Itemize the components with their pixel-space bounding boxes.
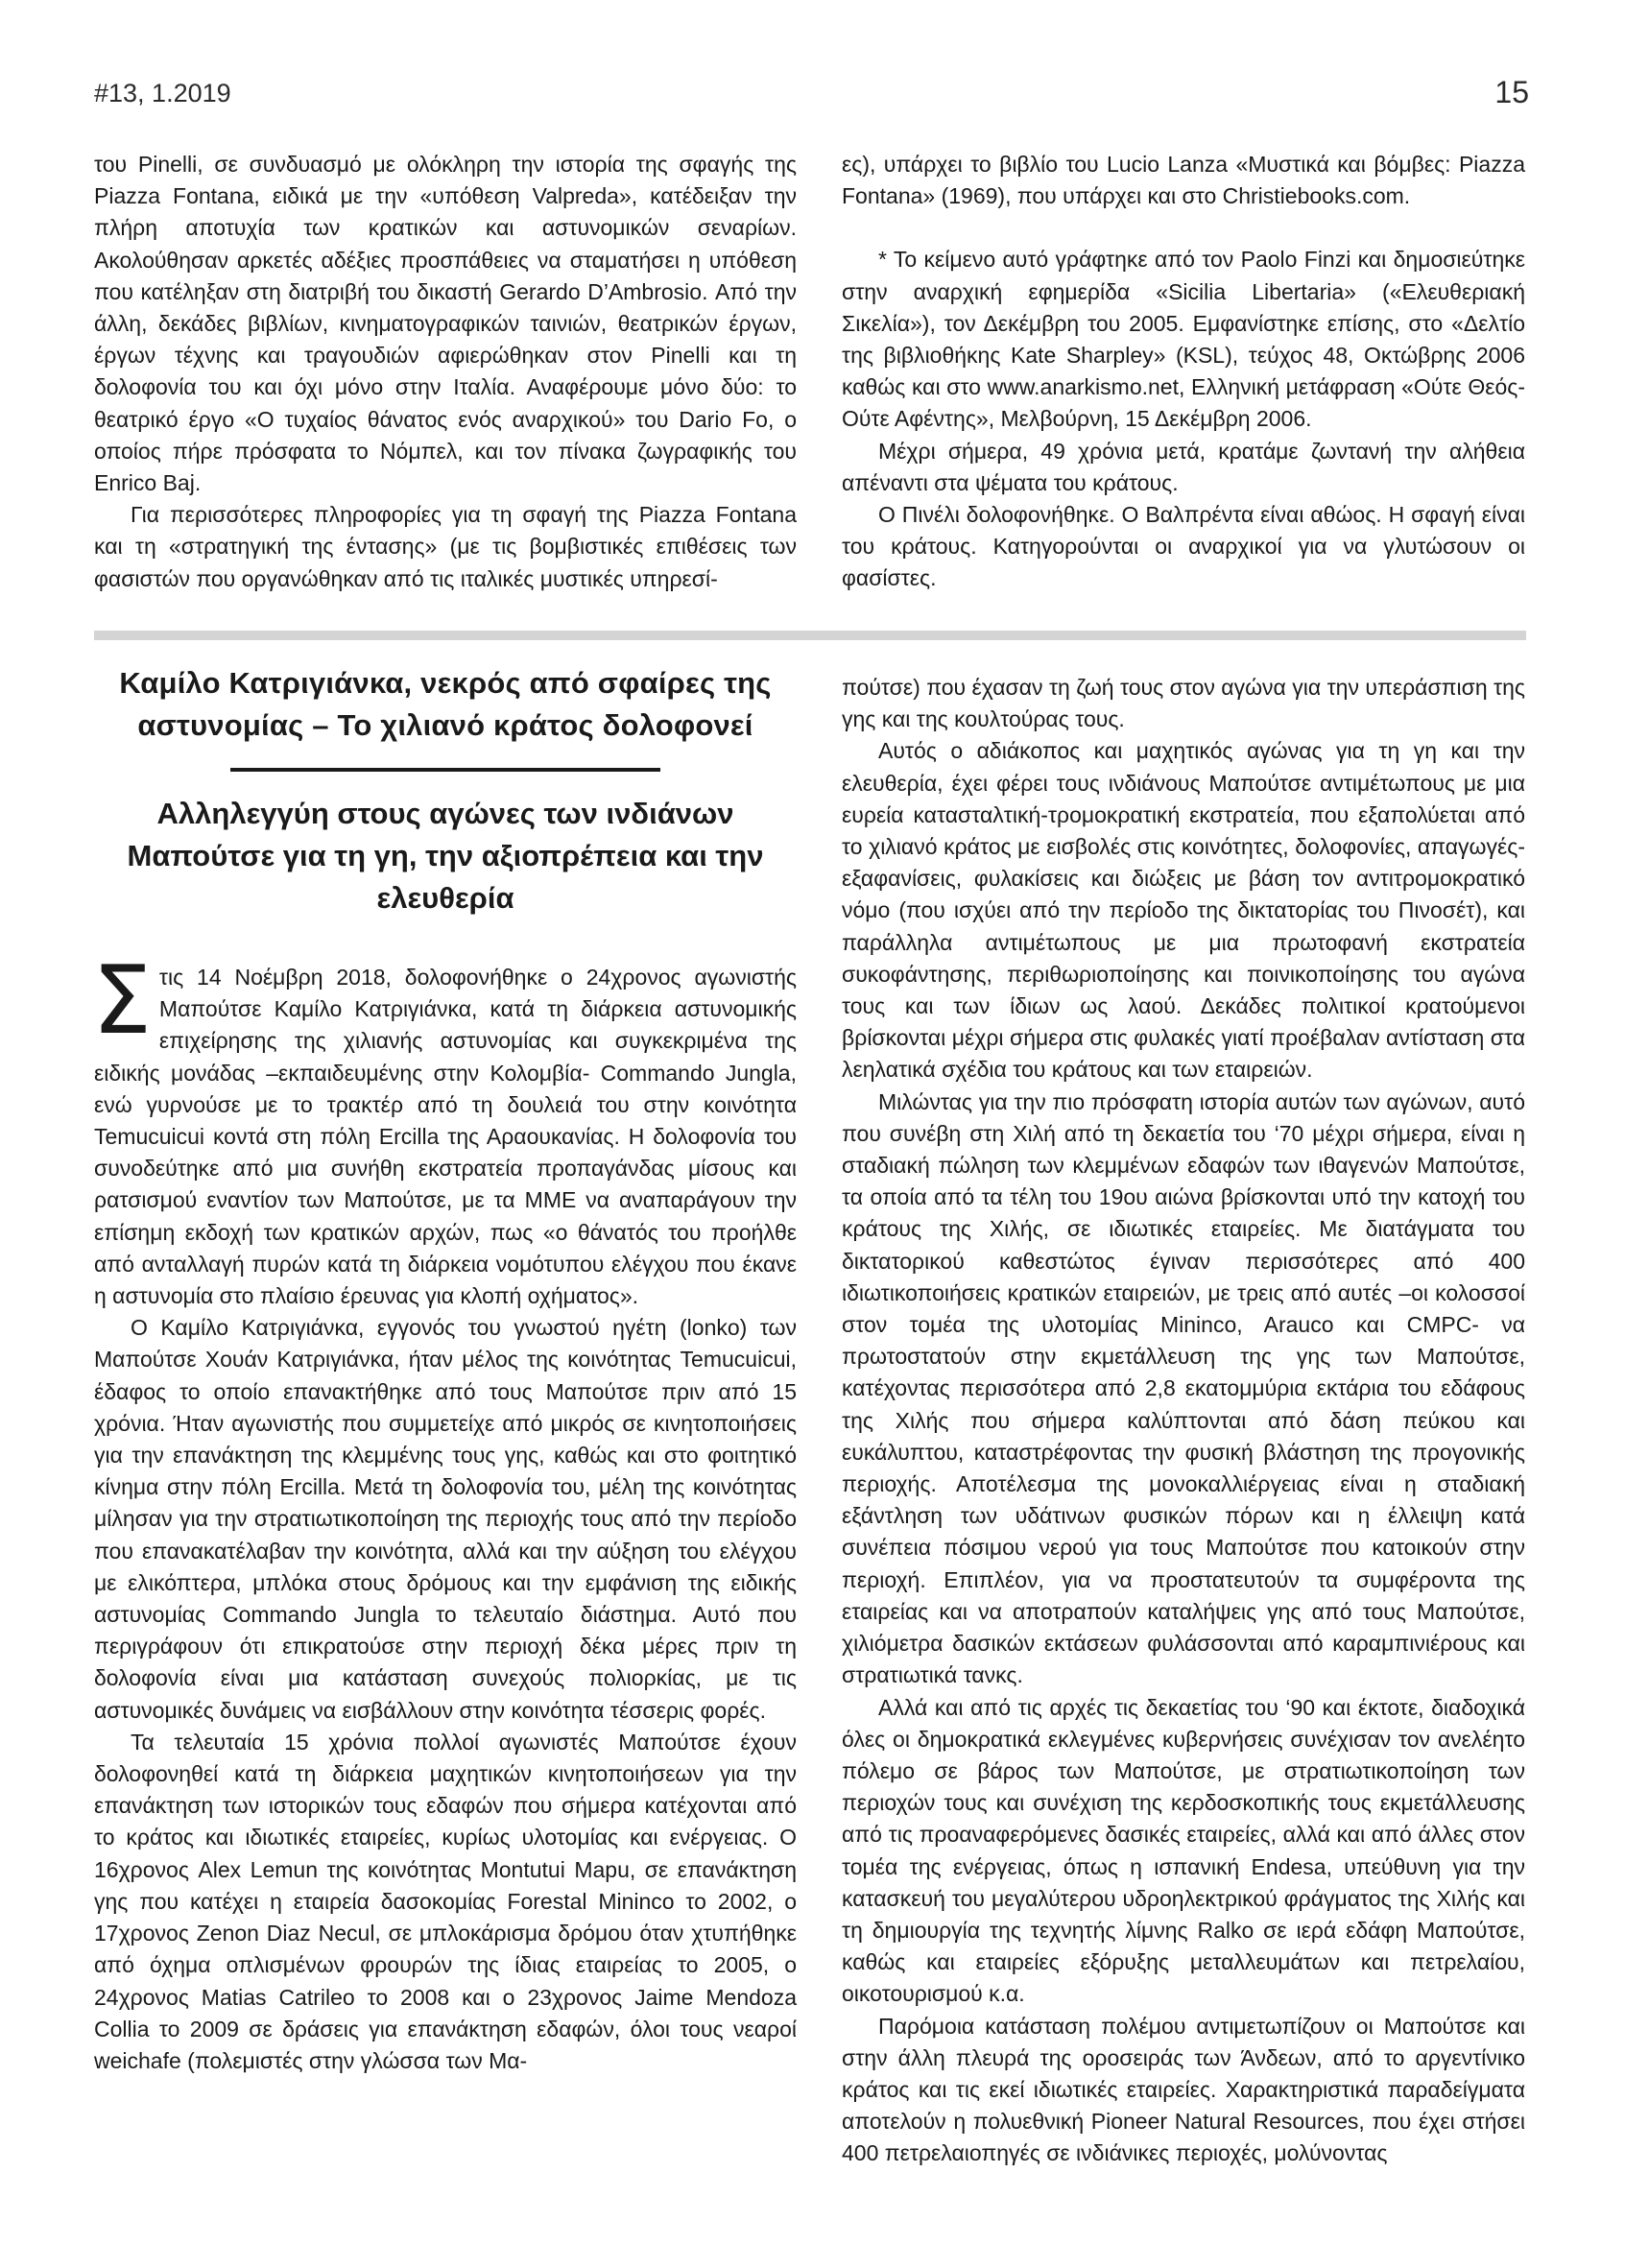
issue-label: #13, 1.2019 xyxy=(94,79,231,107)
article-left-column xyxy=(92,946,797,2077)
page-number: 15 xyxy=(1494,75,1529,109)
paragraph: Αυτός ο αδιάκοπος και μαχητικός αγώνας για τη γη και την ελευθερία, έχει φέρει τους ινδιάνους Μαπούτσε αντιμέτωπους με μια ευρεία κατασταλτική-τρομοκρατική εκστρατεία, που εξαπολύεται από το χιλιανό κράτος με εισβολές στις κοινότητες, δολοφονίες, απαγωγές-εξαφανίσεις, φυλακίσεις και διώξεις με βάση τον αντιτρομοκρατικό νόμο (που ισχύει από την περίοδο της δικτατορίας του Πινοσέτ), και παράλληλα αντιμέτωπους με μια πρωτοφανή εκστρατεία συκοφάντησης, περιθωριοποίησης και ποινικοποίησης του αγώνα τους και των ίδιων ως λαού. Δεκάδες πολιτικοί κρατούμενοι βρίσκονται μέχρι σήμερα στις φυλακές γιατί προέβαλαν αντίσταση στα λεηλατικά σχέδια του κράτους και των εταιρειών. xyxy=(842,738,1525,1083)
drop-cap: Σ xyxy=(92,946,152,1056)
paragraph: Ο Καμίλο Κατριγιάνκα, εγγονός του γνωστού ηγέτη (lonko) των Μαπούτσε Χουάν Κατριγιάνκα, ήταν μέλος της κοινότητας Temucuicui, έδαφος το οποίο επανακτήθηκε από τους Μαπούτσε πριν από 15 χρόνια. Ήταν αγωνιστής που συμμετείχε από μικρός σε κινητοποιήσεις για την επανάκτηση της κλεμμένης τους γης, καθώς και στο φοιτητικό κίνημα στην πόλη Ercilla. Μετά τη δολοφονία του, μέλη της κοινότητας μίλησαν για την στρατιωτικοποίηση της περιοχής τους από την περίοδο που επανακατέλαβαν την κοινότητα, αλλά και την αύξηση του ελέγχου με ελικόπτερα, μπλόκα στους δρόμους και την εμφάνιση της ειδικής αστυνομίας Commando Jungla το τελευταίο διάστημα. Αυτό που περιγράφουν ότι επικρατούσε στην περιοχή δέκα μέρες πριν τη δολοφονία είναι μια κατάσταση συνεχούς πολιορκίας, με τις αστυνομικές δυνάμεις να εισβάλλουν στην κοινότητα τέσσερις φορές. xyxy=(94,1315,797,1723)
paragraph: πούτσε) που έχασαν τη ζωή τους στον αγώνα για την υπεράσπιση της γης και της κουλτούρας τους. xyxy=(842,675,1525,732)
article-subtitle: Αλληλεγγύη στους αγώνες των ινδιάνων Μαπούτσε για τη γη, την αξιοπρέπεια και την ελευθερία xyxy=(127,797,764,915)
paragraph: Ο Πινέλι δολοφονήθηκε. Ο Βαλπρέντα είναι αθώος. Η σφαγή είναι του κράτους. Κατηγορούνται οι αναρχικοί για να γλυτώσουν οι φασίστες. xyxy=(842,502,1525,591)
paragraph: ες), υπάρχει το βιβλίο του Lucio Lanza «Μυστικά και βόμβες: Piazza Fontana» (1969), που υπάρχει και στο Christiebooks.com. xyxy=(842,152,1525,209)
paragraph: του Pinelli, σε συνδυασμό με ολόκληρη την ιστορία της σφαγής της Piazza Fontana, ειδικά με την «υπόθεση Valpreda», κατέδειξαν την πλήρη αποτυχία των κρατικών και αστυνομικών σεναρίων. Ακολούθησαν αρκετές αδέξιες προσπάθειες να σταματήσει η υπόθεση που κατέληξαν στη διατριβή του δικαστή Gerardo D’Ambrosio. Από την άλλη, δεκάδες βιβλίων, κινηματογραφικών ταινιών, θεατρικών έργων, έργων τέχνης και τραγουδιών αφιερώθηκαν στον Pinelli και τη δολοφονία του και όχι μόνο στην Ιταλία. Αναφέρουμε μόνο δύο: το θεατρικό έργο «Ο τυχαίος θάνατος ενός αναρχικού» του Dario Fo, ο οποίος πήρε πρόσφατα το Νόμπελ, και τον πίνακα ζωγραφικής του Enrico Baj. xyxy=(94,152,797,496)
top-left-column xyxy=(94,149,797,595)
paragraph: Για περισσότερες πληροφορίες για τη σφαγή της Piazza Fontana και τη «στρατηγική της έντασης» (με τις βομβιστικές επιθέσεις των φασιστών που οργανώθηκαν από τις ιταλικές μυστικές υπηρεσί- xyxy=(94,502,797,591)
paragraph: Μέχρι σήμερα, 49 χρόνια μετά, κρατάμε ζωντανή την αλήθεια απέναντι στα ψέματα του κράτους. xyxy=(842,438,1525,495)
paragraph xyxy=(92,946,797,1312)
paragraph: Μιλώντας για την πιο πρόσφατη ιστορία αυτών των αγώνων, αυτό που συνέβη στη Χιλή από τη δεκαετία του ‘70 μέχρι σήμερα, είναι η σταδιακή πώληση των κλεμμένων εδαφών των ιθαγενών Μαπούτσε, τα οποία από τα τέλη του 19ου αιώνα βρίσκονται υπό την κατοχή του κράτους της Χιλής, σε ιδιωτικές εταιρείες. Με διατάγματα του δικτατορικού καθεστώτος έγιναν περισσότερες από 400 ιδιωτικοποιήσεις κρατικών εταιρειών, με τρεις από αυτές –οι κολοσσοί στον τομέα της υλοτομίας Mininco, Arauco και CMPC- να πρωτοστατούν στην εκμετάλλευση της γης των Μαπούτσε, κατέχοντας περισσότερα από 2,8 εκατομμύρια εκτάρια του εδάφους της Χιλής που σήμερα καλύπτονται από δάση πεύκου και ευκάλυπτου, καταστρέφοντας την φυσική βλάστηση της προγονικής περιοχής. Αποτέλεσμα της μονοκαλλιέργειας είναι η σταδιακή εξάντληση των υδάτινων φυσικών πόρων και η έλλειψη κατά συνέπεια πόσιμου νερού για τους Μαπούτσε που κατοικούν στην περιοχή. Επιπλέον, για να προστατευτούν τα συμφέροντα της εταιρείας και να αποτραπούν καταλήψεις γης από τους Μαπούτσε, χιλιόμετρα δασικών εκτάσεων φυλάσσονται από καραμπινιέρους και στρατιωτικά τανκς. xyxy=(842,1088,1525,1688)
paragraph: Τα τελευταία 15 χρόνια πολλοί αγωνιστές Μαπούτσε έχουν δολοφονηθεί κατά τη διάρκεια μαχητικών κινητοποιήσεων για την επανάκτηση των ιστορικών τους εδαφών που σήμερα κατέχονται από το κράτος και ιδιωτικές εταιρείες, κυρίως υλοτομίας και ενέργειας. Ο 16χρονος Alex Lemun της κοινότητας Montutui Mapu, σε επανάκτηση γης που κατέχει η εταιρεία δασοκομίας Forestal Mininco το 2002, ο 17χρονος Zenon Diaz Necul, σε μπλοκάρισμα δρόμου όταν χτυπήθηκε από όχημα οπλισμένων φρουρών της ίδιας εταιρείας το 2005, ο 24χρονος Matias Catrileo το 2008 και ο 23χρονος Jaime Mendoza Collia το 2009 σε δράσεις για επανάκτηση εδαφών, όλοι τους νεαροί weichafe (πολεμιστές στην γλώσσα των Μα- xyxy=(94,1729,797,2073)
article-headline-block xyxy=(94,662,797,919)
lead-paragraph-text: τις 14 Νοέμβρη 2018, δολοφονήθηκε ο 24χρονος αγωνιστής Μαπούτσε Καμίλο Κατριγιάνκα, κατά τη διάρκεια αστυνομικής επιχείρησης της χιλιανής αστυνομίας και συγκεκριμένα της ειδικής μονάδας –εκπαιδευμένης στην Κολομβία- Commando Jungla, ενώ γυρνούσε με το τρακτέρ από τη δουλειά του στην κοινότητα Temucuicui κοντά στη πόλη Ercilla της Αραουκανίας. Η δολοφονία του συνοδεύτηκε από μια συνήθη εκστρατεία προπαγάνδας μίσους και ρατσισμού εναντίον των Μαπούτσε, με τα ΜΜΕ να αναπαράγουν την επίσημη εκδοχή των κρατικών αρχών, πως «ο θάνατός του προήλθε από ανταλλαγή πυρών κατά τη διάρκεια νομότυπου ελέγχου που έκανε η αστυνομία στο πλαίσιο έρευνας για κλοπή οχήματος». xyxy=(94,965,797,1309)
headline-rule xyxy=(230,768,660,772)
article-right-column xyxy=(842,672,1525,2170)
article-title: Καμίλο Κατριγιάνκα, νεκρός από σφαίρες της αστυνομίας – Το χιλιανό κράτος δολοφονεί xyxy=(119,666,772,742)
top-right-column xyxy=(842,149,1525,595)
paragraph: Παρόμοια κατάσταση πολέμου αντιμετωπίζουν οι Μαπούτσε και στην άλλη πλευρά της οροσειράς των Άνδεων, από το αργεντίνικο κράτος και τις εκεί ιδιωτικές εταιρείες. Χαρακτηριστικά παραδείγματα αποτελούν η πολυεθνική Pioneer Natural Resources, που έχει στήσει 400 πετρελαιοπηγές σε ινδιάνικες περιοχές, μολύνοντας xyxy=(842,2013,1525,2166)
paragraph: Αλλά και από τις αρχές τις δεκαετίας του ‘90 και έκτοτε, διαδοχικά όλες οι δημοκρατικά εκλεγμένες κυβερνήσεις συνέχισαν τον ανελέητο πόλεμο σε βάρος των Μαπούτσε, με στρατιωτικοποίηση των περιοχών τους και συνέχιση της κερδοσκοπικής τους εκμετάλλευσης από τις προαναφερόμενες δασικές εταιρείες, αλλά και από άλλες στον τομέα της ενέργειας, όπως η ισπανική Endesa, υπεύθυνη για την κατασκευή του μεγαλύτερου υδροηλεκτρικού φράγματος της Χιλής και τη δημιουργία της τεχνητής λίμνης Ralko σε ιερά εδάφη Μαπούτσε, καθώς και εταιρείες εξόρυξης μεταλλευμάτων και πετρελαίου, οικοτουρισμού κ.α. xyxy=(842,1694,1525,2007)
section-divider xyxy=(94,631,1526,640)
footnote-paragraph: * Το κείμενο αυτό γράφτηκε από τον Paolo Finzi και δημοσιεύτηκε στην αναρχική εφημερίδα «Sicilia Libertaria» («Ελευθεριακή Σικελία»), τον Δεκέμβρη του 2005. Εμφανίστηκε επίσης, στο «Δελτίο της βιβλιοθήκης Kate Sharpley» (KSL), τεύχος 48, Οκτώβρης 2006 καθώς και στο www.anarkismo.net, Ελληνική μετάφραση «Ούτε Θεός-Ούτε Αφέντης», Μελβούρνη, 15 Δεκέμβρη 2006. xyxy=(842,247,1525,432)
